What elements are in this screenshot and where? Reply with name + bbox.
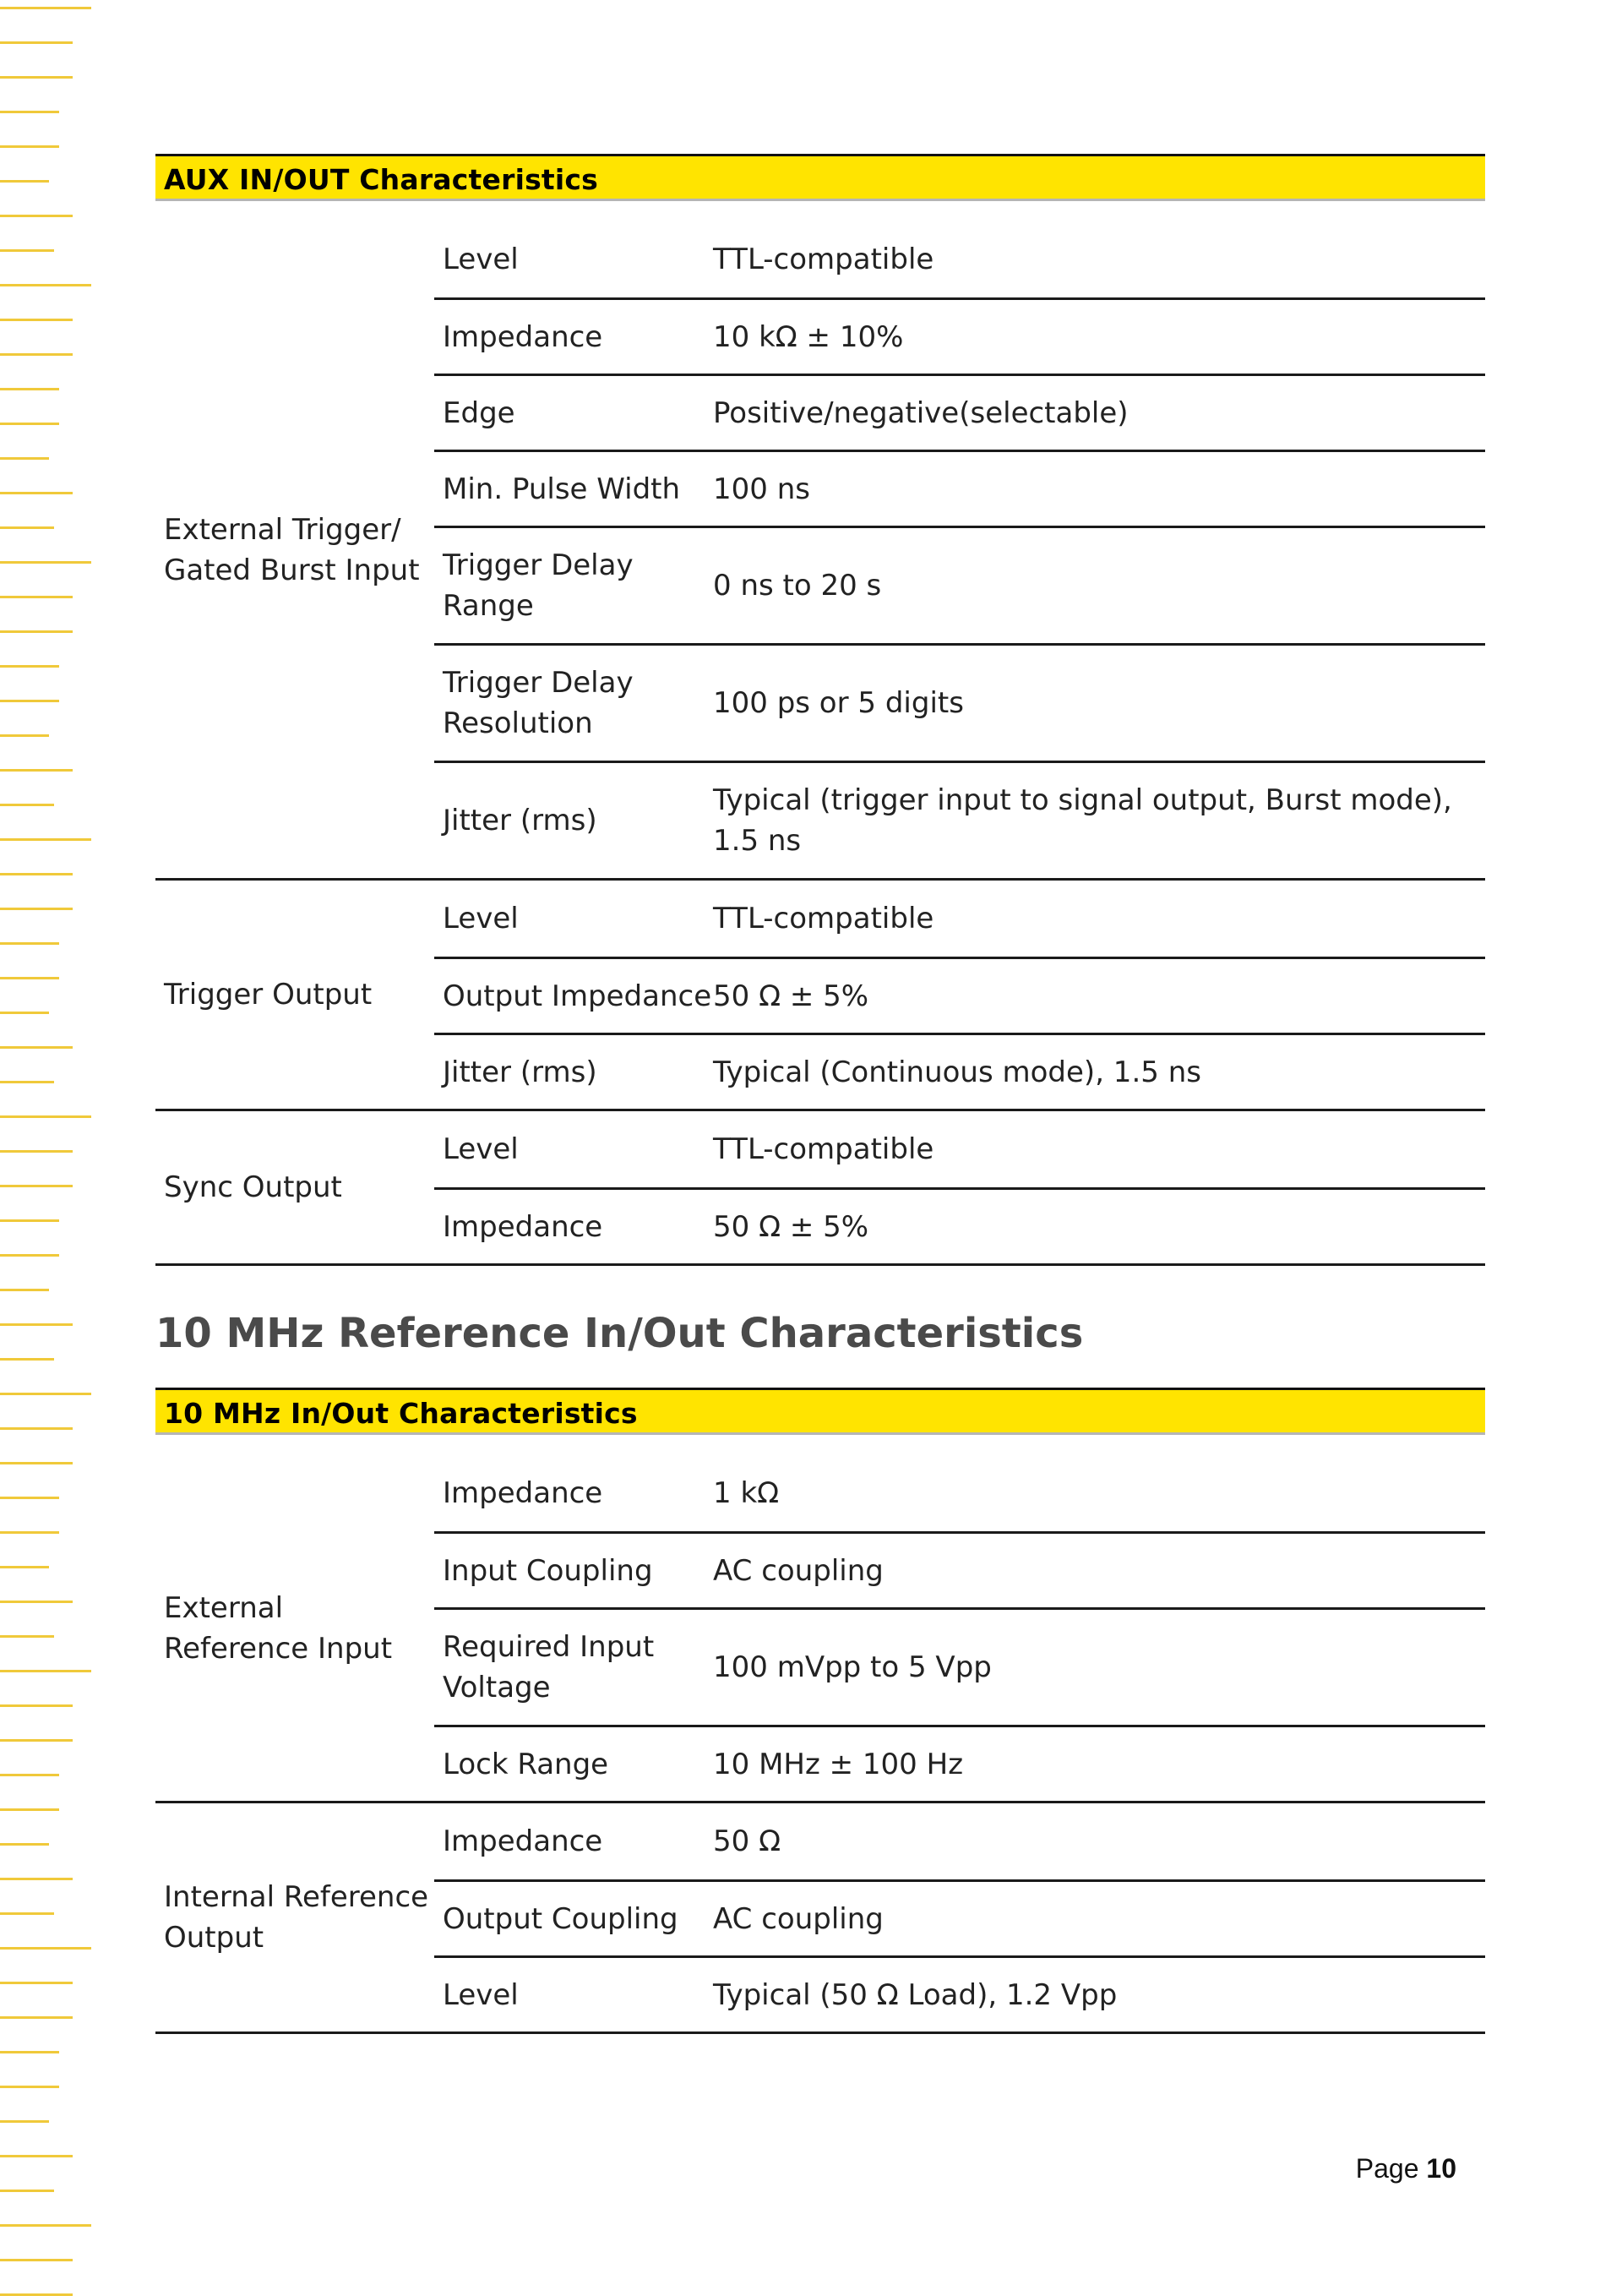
margin-stripe [0,492,73,494]
table-row [434,297,1485,374]
margin-stripe [0,41,73,44]
table-header: AUX IN/OUT Characteristics [155,154,1485,201]
table-group [155,1455,1485,1803]
value-cell: TTL-compatible [713,1132,934,1166]
margin-stripe [0,7,91,9]
table-row [434,1111,1485,1187]
margin-stripe [0,1358,54,1361]
parameter-cell: Trigger Delay Resolution [443,666,634,740]
section-title: 10 MHz Reference In/Out Characteristics [155,1310,1084,1357]
value-cell: 100 ns [713,472,810,506]
margin-stripe [0,1635,54,1638]
margin-stripe [0,1670,91,1672]
margin-stripe [0,2086,59,2088]
margin-stripe [0,1947,91,1950]
table-row [434,1607,1485,1725]
margin-stripe [0,1531,59,1534]
margin-stripe [0,1843,49,1846]
parameter-cell: Impedance [443,319,603,354]
table-row [434,643,1485,761]
parameter-cell: Edge [443,395,515,430]
margin-stripe [0,353,73,356]
page-number-value: 10 [1426,2153,1456,2184]
margin-stripe [0,838,91,841]
margin-stripe [0,942,59,945]
table-row [434,881,1485,957]
margin-stripe [0,526,54,529]
margin-stripe [0,1393,91,1395]
margin-stripe [0,1912,54,1915]
table-group [155,221,1485,881]
table-row [434,526,1485,643]
value-cell: TTL-compatible [713,902,934,935]
margin-stripe [0,1081,54,1083]
table-group [155,1803,1485,2034]
table-row [434,1955,1485,2031]
parameter-cell: Level [443,902,519,935]
margin-stripe [0,1150,73,1153]
margin-stripe [0,1982,73,1984]
table-row [434,1725,1485,1801]
value-cell: Typical (Continuous mode), 1.5 ns [713,1055,1201,1089]
margin-stripe [0,2051,59,2053]
group-label: External Trigger/ Gated Burst Input [164,512,420,587]
margin-stripe [0,1012,49,1014]
margin-stripe [0,1185,73,1187]
group-label: Trigger Output [164,978,373,1012]
parameter-cell: Level [443,243,519,276]
value-cell: 1 kΩ [713,1476,780,1510]
parameter-cell: Output Impedance [443,979,712,1013]
table-row [434,1531,1485,1607]
value-cell: 0 ns to 20 s [713,569,882,603]
parameter-cell: Jitter (rms) [443,804,597,837]
value-cell: 50 Ω [713,1824,781,1858]
table-row [434,1187,1485,1263]
margin-stripe [0,630,73,633]
margin-stripe [0,1115,91,1118]
parameter-cell: Level [443,1132,519,1166]
margin-stripe [0,561,91,564]
margin-stripe [0,873,73,875]
margin-stripe [0,1739,73,1742]
margin-stripe [0,2259,73,2261]
margin-stripe [0,457,49,460]
page-label: Page [1355,2153,1419,2184]
table-row [434,1455,1485,1531]
table-row [434,221,1485,297]
parameter-cell: Impedance [443,1476,603,1510]
margin-stripe [0,319,73,321]
margin-stripe [0,734,49,737]
margin-stripe [0,1704,73,1707]
value-cell: 100 mVpp to 5 Vpp [713,1650,992,1684]
page-number [1338,2153,1456,2184]
margin-stripe [0,2120,49,2123]
margin-stripe [0,145,59,148]
parameter-cell: Lock Range [443,1747,609,1781]
margin-stripe [0,700,59,702]
table-row [434,1879,1485,1955]
value-cell: Typical (trigger input to signal output, Burst mode), 1.5 ns [713,783,1452,858]
margin-stripe [0,249,54,252]
value-cell: 50 Ω ± 5% [713,979,869,1013]
parameter-cell: Min. Pulse Width [443,472,681,506]
aux-characteristics-table [155,154,1485,1266]
margin-stripe [0,284,91,286]
margin-stripe [0,1462,73,1464]
table-row [434,1803,1485,1879]
value-cell: 10 kΩ ± 10% [713,319,904,354]
reference-characteristics-table [155,1388,1485,2034]
margin-stripe [0,1323,73,1326]
margin-stripe [0,2224,91,2227]
document-content [155,154,1485,2034]
value-cell: 100 ps or 5 digits [713,686,964,720]
parameter-cell: Required Input Voltage [443,1630,655,1704]
margin-stripe [0,804,54,806]
value-cell: TTL-compatible [713,243,934,276]
parameter-cell: Impedance [443,1824,603,1858]
margin-stripe [0,908,73,910]
table-row [434,761,1485,878]
margin-stripe [0,1254,59,1257]
margin-stripe [0,423,59,425]
margin-stripe [0,2190,54,2192]
margin-stripe [0,2016,73,2019]
table-header: 10 MHz In/Out Characteristics [155,1388,1485,1435]
parameter-cell: Trigger Delay Range [443,548,634,623]
value-cell: 10 MHz ± 100 Hz [713,1747,964,1781]
margin-stripe [0,596,73,598]
parameter-cell: Level [443,1977,519,2012]
margin-stripe [0,1497,59,1499]
group-label: External Reference Input [164,1590,393,1666]
margin-stripe-decoration [0,0,101,2294]
margin-stripe [0,215,73,217]
margin-stripe [0,2155,73,2157]
group-label: Internal Reference Output [164,1880,429,1955]
margin-stripe [0,1289,49,1291]
margin-stripe [0,665,59,668]
margin-stripe [0,1601,73,1603]
margin-stripe [0,769,73,772]
parameter-cell: Input Coupling [443,1553,653,1588]
margin-stripe [0,388,59,390]
table-row [434,1033,1485,1109]
table-row [434,957,1485,1033]
margin-stripe [0,111,59,113]
table-row [434,450,1485,526]
margin-stripe [0,977,59,979]
table-group [155,1111,1485,1266]
parameter-cell: Output Coupling [443,1901,678,1936]
value-cell: Typical (50 Ω Load), 1.2 Vpp [713,1977,1118,2012]
margin-stripe [0,1566,49,1568]
margin-stripe [0,1808,59,1811]
margin-stripe [0,1878,73,1880]
value-cell: AC coupling [713,1553,884,1588]
margin-stripe [0,76,73,79]
margin-stripe [0,1774,59,1776]
parameter-cell: Impedance [443,1209,603,1244]
group-label: Sync Output [164,1170,342,1204]
value-cell: AC coupling [713,1901,884,1936]
value-cell: 50 Ω ± 5% [713,1209,869,1244]
table-row [434,374,1485,450]
value-cell: Positive/negative(selectable) [713,395,1129,430]
margin-stripe [0,1219,59,1222]
margin-stripe [0,1427,73,1430]
margin-stripe [0,180,49,183]
parameter-cell: Jitter (rms) [443,1055,597,1089]
table-group [155,881,1485,1111]
margin-stripe [0,1046,73,1049]
